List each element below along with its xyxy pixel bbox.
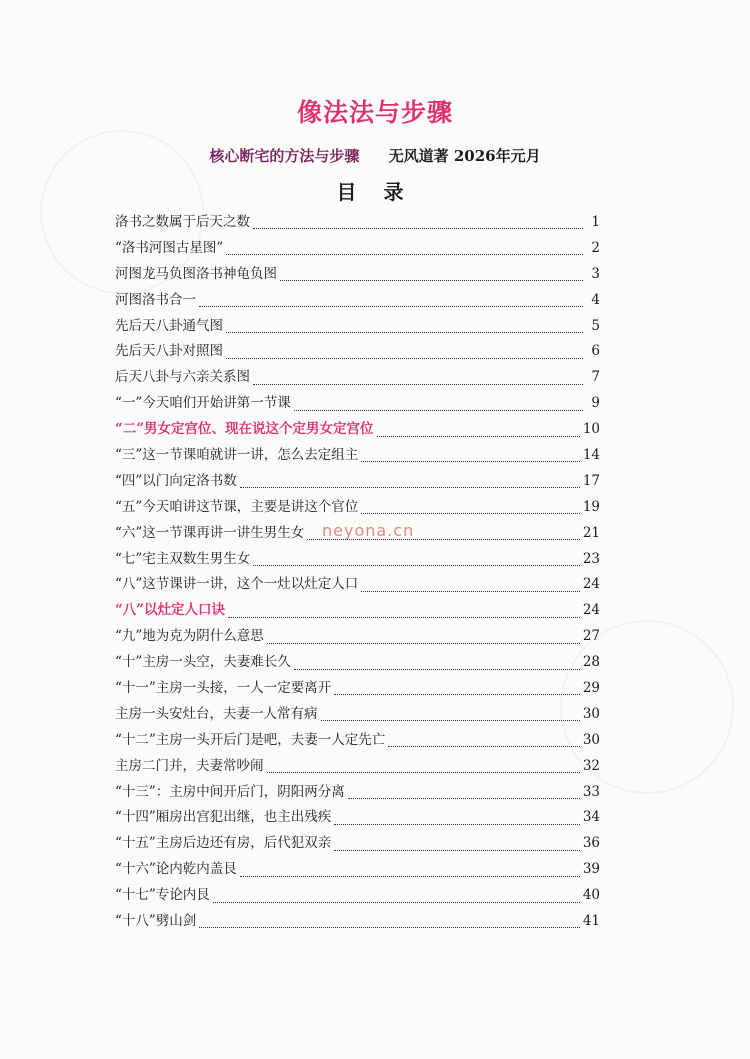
toc-entry[interactable] xyxy=(115,391,600,417)
toc-entry[interactable] xyxy=(115,702,600,728)
toc-leader-dots xyxy=(377,436,580,437)
toc-entry-page-number: 30 xyxy=(582,731,600,748)
toc-entry[interactable] xyxy=(115,676,600,702)
toc-leader-dots xyxy=(253,228,583,229)
toc-entry-page-number: 40 xyxy=(582,887,600,904)
toc-entry-title: “十”主房一头空，夫妻难长久 xyxy=(115,654,291,671)
toc-entry-page-number: 3 xyxy=(591,265,600,282)
toc-leader-dots xyxy=(240,876,580,877)
toc-leader-dots xyxy=(334,850,580,851)
toc-entry-page-number: 21 xyxy=(582,524,600,541)
toc-entry-title: “六”这一节课再讲一讲生男生女 xyxy=(115,524,305,541)
toc-entry-page-number: 28 xyxy=(582,654,600,671)
toc-entry-title: 后天八卦与六亲关系图 xyxy=(115,369,250,386)
toc-entry[interactable] xyxy=(115,780,600,806)
toc-entry[interactable] xyxy=(115,314,600,340)
toc-leader-dots xyxy=(334,824,580,825)
toc-entry-title: “十八”劈山剑 xyxy=(115,913,197,930)
toc-entry-page-number: 10 xyxy=(582,421,600,438)
toc-entry[interactable] xyxy=(115,547,600,573)
toc-entry-page-number: 17 xyxy=(582,472,600,489)
toc-entry-title: 河图龙马负图洛书神龟负图 xyxy=(115,265,277,282)
toc-leader-dots xyxy=(253,384,583,385)
toc-leader-dots xyxy=(361,513,580,514)
toc-entry[interactable] xyxy=(115,469,600,495)
toc-leader-dots xyxy=(348,798,580,799)
toc-entry-title: “七”宅主双数生男生女 xyxy=(115,550,251,567)
toc-entry-title: “十六”论内乾内盖艮 xyxy=(115,861,237,878)
subtitle-topic: 核心断宅的方法与步骤 xyxy=(209,147,360,165)
toc-entry-page-number: 39 xyxy=(582,861,600,878)
toc-entry-page-number: 7 xyxy=(591,369,600,386)
toc-entry-page-number: 33 xyxy=(582,783,600,800)
toc-entry[interactable] xyxy=(115,572,600,598)
toc-leader-dots xyxy=(199,306,583,307)
toc-entry[interactable] xyxy=(115,728,600,754)
toc-entry[interactable] xyxy=(115,909,600,935)
toc-entry[interactable] xyxy=(115,339,600,365)
toc-entry[interactable] xyxy=(115,262,600,288)
toc-leader-dots xyxy=(280,280,583,281)
toc-entry-title: “十三”：主房中间开后门，阴阳两分离 xyxy=(115,783,345,800)
toc-entry[interactable] xyxy=(115,417,600,443)
toc-entry[interactable] xyxy=(115,857,600,883)
toc-entry-title: “五”今天咱讲这节课，主要是讲这个官位 xyxy=(115,498,359,515)
toc-entry[interactable] xyxy=(115,883,600,909)
document-title: 像法法与步骤 xyxy=(296,98,453,127)
toc-entry-page-number: 1 xyxy=(591,214,600,230)
toc-leader-dots xyxy=(240,487,580,488)
toc-entry[interactable] xyxy=(115,236,600,262)
toc-entry[interactable] xyxy=(115,210,600,236)
toc-entry-page-number: 19 xyxy=(582,498,600,515)
toc-entry[interactable] xyxy=(115,598,600,624)
toc-entry-title: 河图洛书合一 xyxy=(115,291,196,308)
toc-entry[interactable] xyxy=(115,831,600,857)
toc-leader-dots xyxy=(199,927,580,928)
toc-entry-title: “一”今天咱们开始讲第一节课 xyxy=(115,395,291,412)
toc-entry-title: “十七”专论内艮 xyxy=(115,887,210,904)
toc-entry[interactable] xyxy=(115,650,600,676)
toc-entry[interactable] xyxy=(115,624,600,650)
toc-leader-dots xyxy=(267,643,580,644)
toc-entry-title: 先后天八卦通气图 xyxy=(115,317,223,334)
toc-leader-dots xyxy=(226,254,583,255)
toc-entry[interactable] xyxy=(115,288,600,314)
toc-entry-page-number: 36 xyxy=(582,835,600,852)
toc-entry-title: 主房一头安灶台，夫妻一人常有病 xyxy=(115,705,318,722)
toc-entry-page-number: 41 xyxy=(582,913,600,930)
toc-entry-title: “八”这节课讲一讲，这个一灶以灶定人口 xyxy=(115,576,359,593)
toc-entry-title: “十五”主房后边还有房，后代犯双亲 xyxy=(115,835,332,852)
toc-leader-dots xyxy=(253,565,580,566)
toc-entry-page-number: 2 xyxy=(591,239,600,256)
subtitle-author-date: 无风道著 2026年元月 xyxy=(388,147,541,165)
toc-entry-page-number: 5 xyxy=(591,317,600,334)
toc-entry-page-number: 6 xyxy=(591,343,600,360)
toc-entry[interactable] xyxy=(115,754,600,780)
toc-entry-page-number: 30 xyxy=(582,705,600,722)
toc-leader-dots xyxy=(226,332,583,333)
toc-entry-page-number: 23 xyxy=(582,550,600,567)
toc-entry-page-number: 29 xyxy=(582,680,600,697)
toc-leader-dots xyxy=(213,902,580,903)
toc-entry[interactable] xyxy=(115,365,600,391)
toc-entry-page-number: 34 xyxy=(582,809,600,826)
toc-leader-dots xyxy=(361,591,580,592)
toc-entry-title: “三”这一节课咱就讲一讲，怎么去定组主 xyxy=(115,447,359,464)
toc-entry-page-number: 32 xyxy=(582,757,600,774)
toc-entry-title: “八”以灶定人口诀 xyxy=(115,602,226,619)
table-of-contents xyxy=(115,210,600,935)
toc-leader-dots xyxy=(334,694,580,695)
toc-entry-title: “四”以门向定洛书数 xyxy=(115,472,237,489)
toc-leader-dots xyxy=(267,772,580,773)
toc-entry-title: 主房二门并，夫妻常吵闹 xyxy=(115,757,264,774)
toc-leader-dots xyxy=(294,410,583,411)
toc-entry-page-number: 27 xyxy=(582,628,600,645)
document-subtitle xyxy=(0,145,750,166)
toc-entry-title: “洛书河图古星图” xyxy=(115,239,224,256)
toc-leader-dots xyxy=(388,746,580,747)
toc-entry-title: “九”地为克为阴什么意思 xyxy=(115,628,264,645)
toc-leader-dots xyxy=(294,669,580,670)
toc-leader-dots xyxy=(228,617,580,618)
toc-entry-page-number: 4 xyxy=(591,291,600,308)
toc-entry[interactable] xyxy=(115,805,600,831)
toc-entry-title: 先后天八卦对照图 xyxy=(115,343,223,360)
toc-entry-title: 洛书之数属于后天之数 xyxy=(115,214,250,230)
toc-entry[interactable] xyxy=(115,443,600,469)
toc-leader-dots xyxy=(361,461,580,462)
toc-entry-title: “十一”主房一头接，一人一定要离开 xyxy=(115,680,332,697)
toc-leader-dots xyxy=(226,358,583,359)
toc-entry-page-number: 24 xyxy=(582,602,600,619)
toc-entry-page-number: 9 xyxy=(591,395,600,412)
toc-heading: 目 录 xyxy=(336,180,414,204)
toc-entry-title: “十四”厢房出宫犯出继，也主出残疾 xyxy=(115,809,332,826)
toc-entry-page-number: 24 xyxy=(582,576,600,593)
toc-entry-title: “二”男女定宫位、现在说这个定男女定宫位 xyxy=(115,421,374,438)
toc-entry-title: “十二”主房一头开后门是吧，夫妻一人定先亡 xyxy=(115,731,386,748)
watermark-text: neyona.cn xyxy=(322,521,415,540)
toc-entry-page-number: 14 xyxy=(582,447,600,464)
toc-entry[interactable] xyxy=(115,495,600,521)
toc-leader-dots xyxy=(321,720,580,721)
